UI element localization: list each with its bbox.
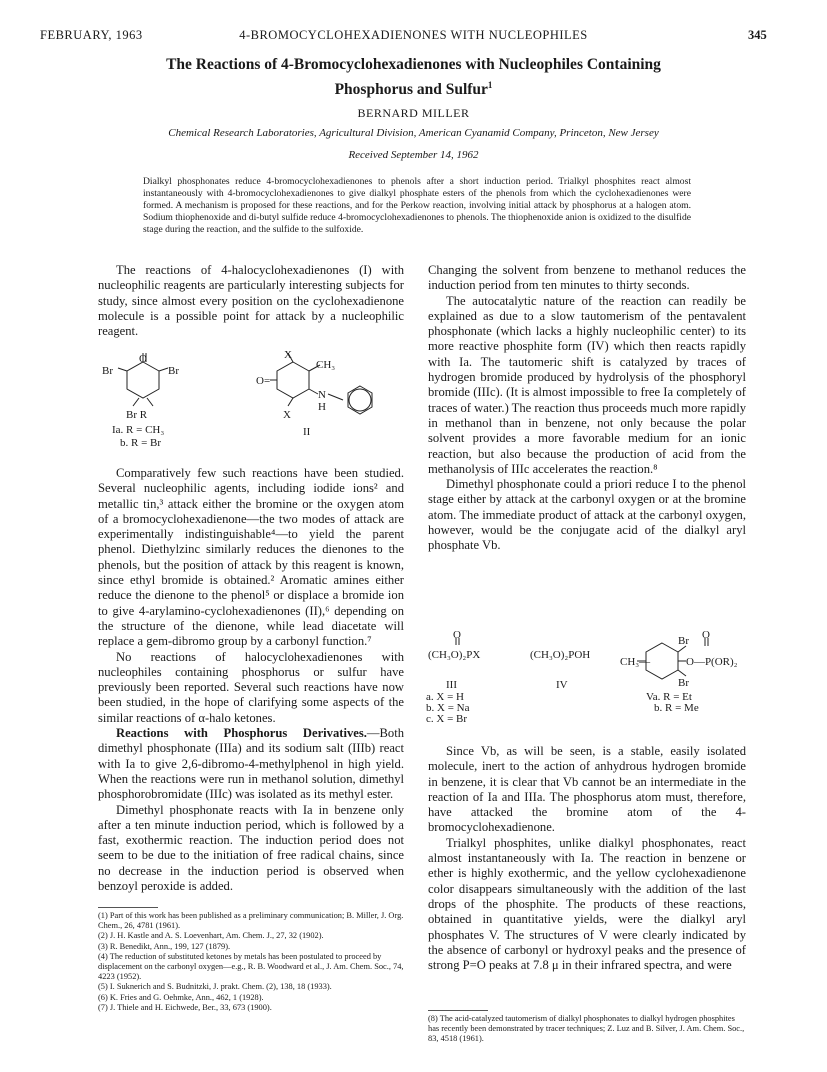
ii-x-bottom: X [283,409,291,421]
section-heading: Reactions with Phosphorus Derivatives. [116,726,367,741]
iv-formula: (CH₃O)₂POH [530,649,591,661]
author-name: BERNARD MILLER [357,106,470,120]
iii-b: b. X = Na [426,702,470,714]
ib-label: b. R = Br [120,437,162,448]
structures-iii-iv-v [424,628,784,728]
paragraph: Dimethyl phosphonate reacts with Ia in benzene only after a ten minute induction period, which is followed by a fast, exothermic reaction. The induction period does not seem to be due to the initiation of free radical chains, since no decrease in the induction period is observed when benzoyl peroxide is added. [98,802,404,894]
footnote: (2) J. H. Kastle and A. S. Loevenhart, Am. Chem. J., 27, 32 (1902). [98,931,324,941]
footnote: (7) J. Thiele and H. Eichwede, Ber., 33, 673 (1900). [98,1002,272,1012]
ii-methyl: CH₃ [316,359,336,371]
ii-hydrogen: H [318,401,326,413]
paragraph: The autocatalytic nature of the reaction can readily be explained as due to a slow tautomerism of the pentavalent phosphonate (which lacks a highly nucleophilic center) to its more reactive phosphite form (IV) which then reacts rapidly with Ia. The tautomeric shift is catalyzed by traces of hydrogen bromide produced by hydrolysis of the phosphoryl bromide (IIIc). (It is almost impossible to free Ia completely of traces of water.) The reaction thus proceeds much more rapidly in methanol than in benzene, not only because the polar solvent provides a more favorable medium for an ionic reaction, but also because the production of acid from the methanolysis of IIIc accelerates the reaction.⁸ [428,293,746,476]
title-line-1: The Reactions of 4-Bromocyclohexadienones with Nucleophiles Containing [166,56,661,73]
article-title [40,55,787,100]
iii-label: III [446,679,457,691]
footnote: (3) R. Benedikt, Ann., 199, 127 (1879). [98,941,231,951]
abstract: Dialkyl phosphonates reduce 4-bromocyclohexadienones to phenols after a short induction period. Trialkyl phosphites react almost instantaneously with 4-bromocyclohexadienones to give dialkyl phosphate esters of the phenols from which the cyclohexadienones were formed. A mechanism is proposed for these reactions, and for the Perkow reaction, involving initial attack by phosphorus at a halogen atom. Sodium thiophenoxide and di-butyl sulfide reduce 4-bromocyclohexadienones to phenols. The thiophenoxide anion is oxidized to the disulfide stage during the reaction, and the sulfide to the sulfoxide. [143,176,691,235]
column-1-top [98,263,404,339]
footnote: (1) Part of this work has been published as a preliminary communication; B. Miller, J. Org. Chem., 26, 4781 (1961). [98,911,404,931]
affiliation: Chemical Research Laboratories, Agricultural Division, American Cyanamid Company, Princeton, New Jersey [168,127,659,139]
ia-label: Ia. R = CH₃ [112,424,165,436]
ii-nitrogen: N [318,389,326,401]
iii-oxygen: O [453,629,461,641]
iv-label: IV [556,679,568,691]
column-2-top [428,263,746,554]
ia-bromine-left: Br [102,365,113,377]
v-ester: O—P(OR)₂ [686,656,738,668]
footnotes-column-1 [98,911,404,1013]
ia-bromine-right: Br [168,365,179,377]
footnote-rule [98,907,158,908]
iii-formula: (CH₃O)₂PX [428,649,481,661]
footnote: (5) I. Suknerich and S. Budnitzki, J. prakt. Chem. (2), 138, 18 (1933). [98,982,332,992]
vb-label: b. R = Me [654,702,699,714]
ii-label: II [303,426,311,438]
footnote-rule [428,1010,488,1011]
paragraph-text: —Both dimethyl phosphonate (IIIa) and its sodium salt (IIIb) react with Ia to give 2,6-dibromo-4-methylphenol in high yield. When the reactions were run in methanol solution, dimethyl phosphorobromidate (IIIc) was isolated as its methyl ester. [98,726,404,802]
footnote: (6) K. Fries and G. Oehmke, Ann., 462, 1 (1928). [98,992,264,1002]
paragraph: No reactions of halocyclohexadienones with nucleophiles containing phosphorus or sulfur have previously been reported. Several such reactions have now been studied, in the hope of clarifying some aspects of the similar reactions of α-halo ketones. [98,649,404,725]
title-line-2: Phosphorus and Sulfur [334,81,488,99]
v-bromine-bottom: Br [678,677,689,689]
paragraph: Trialkyl phosphites, unlike dialkyl phosphonates, react almost instantaneously with Ia. The reaction in benzene or ether is highly exothermic, and the yellow cyclohexadienone color disappears simultaneously with the addition of the last drops of the phosphite. The products of these reactions, obtained in quantitative yields, were the dialkyl aryl phosphates V. The structures of V were clearly indicated by the absence of carbonyl or hydroxyl peaks and the presence of strong P=O peaks at 7.8 μ in their infrared spectra, and were [428,835,746,973]
paragraph-with-heading [98,726,404,802]
page-number: 345 [748,28,767,42]
ii-carbonyl: O= [256,375,271,387]
v-phosphoryl-oxygen: O [702,629,710,641]
running-header-title: 4-BROMOCYCLOHEXADIENONES WITH NUCLEOPHILES [239,28,588,42]
column-1-body [98,466,404,894]
ii-x-top: X [284,349,292,361]
footnote: (4) The reduction of substituted ketones by metals has been postulated to proceed by displacement on the carbonyl oxygen—e.g., R. B. Woodward et al., J. Am. Chem. Soc., 74, 4223 (1952). [98,951,404,982]
column-2-body [428,744,746,973]
v-bromine-top: Br [678,635,689,647]
va-label: Va. R = Et [646,691,692,703]
v-methyl: CH₃— [620,656,651,668]
received-date: Received September 14, 1962 [348,149,479,161]
ia-bromine-bottom: Br R [126,409,148,421]
running-header-date: FEBRUARY, 1963 [40,28,143,42]
paragraph: Comparatively few such reactions have been studied. Several nucleophilic agents, including iodide ions² and metallic tin,³ attack either the bromine or the oxygen atom of a bromocyclohexadienone—the two modes of attack are experimentally indistinguishable⁴—to yield the parent phenol. Diethylzinc similarly reduces the dienones to the phenols, but the position of attack by this reagent is known, since ethyl bromide is obtained.² Aromatic amines either reduce the dienone to the phenol⁵ or displace a bromide ion to give 4-arylamino-cyclohexadienones (II),⁶ depending on the structure of the dienone, while lead diacetate will replace a gem-dibromo group by a carbonyl function.⁷ [98,466,404,649]
paragraph: Since Vb, as will be seen, is a stable, easily isolated molecule, inert to the action of anhydrous hydrogen bromide in benzene, it is clear that Vb cannot be an intermediate in the reaction of Ia and IIIa. The phosphorus atom must, therefore, have attacked the bromine atom of the 4-bromocyclohexadienone. [428,744,746,835]
paragraph: Dimethyl phosphonate could a priori reduce I to the phenol stage either by attack at the carbonyl oxygen or at the bromine atom. The immediate product of attack at the carbonyl oxygen, however, would be the conjugate acid of the dialkyl aryl phosphate Vb. [428,477,746,553]
footnote-column-2: (8) The acid-catalyzed tautomerism of dialkyl phosphonates to dialkyl hydrogen phosphites has recently been demonstrated by tracer techniques; Z. Luz and B. Silver, J. Am. Chem. Soc., 83, 4518 (1961). [428,1014,745,1044]
ia-oxygen-label: O [139,353,147,365]
structures-i-ii [98,348,404,448]
iii-a: a. X = H [426,691,464,703]
paragraph: Changing the solvent from benzene to methanol reduces the induction period from ten minutes to thirty seconds. [428,263,746,293]
paragraph: The reactions of 4-halocyclohexadienones (I) with nucleophilic reagents are particularly interesting subjects for study, since almost every position on the cyclohexadienone molecule is a possible point for attack by a nucleophilic reagent. [98,263,404,339]
iii-c: c. X = Br [426,713,468,725]
title-footnote-mark: 1 [487,80,493,90]
